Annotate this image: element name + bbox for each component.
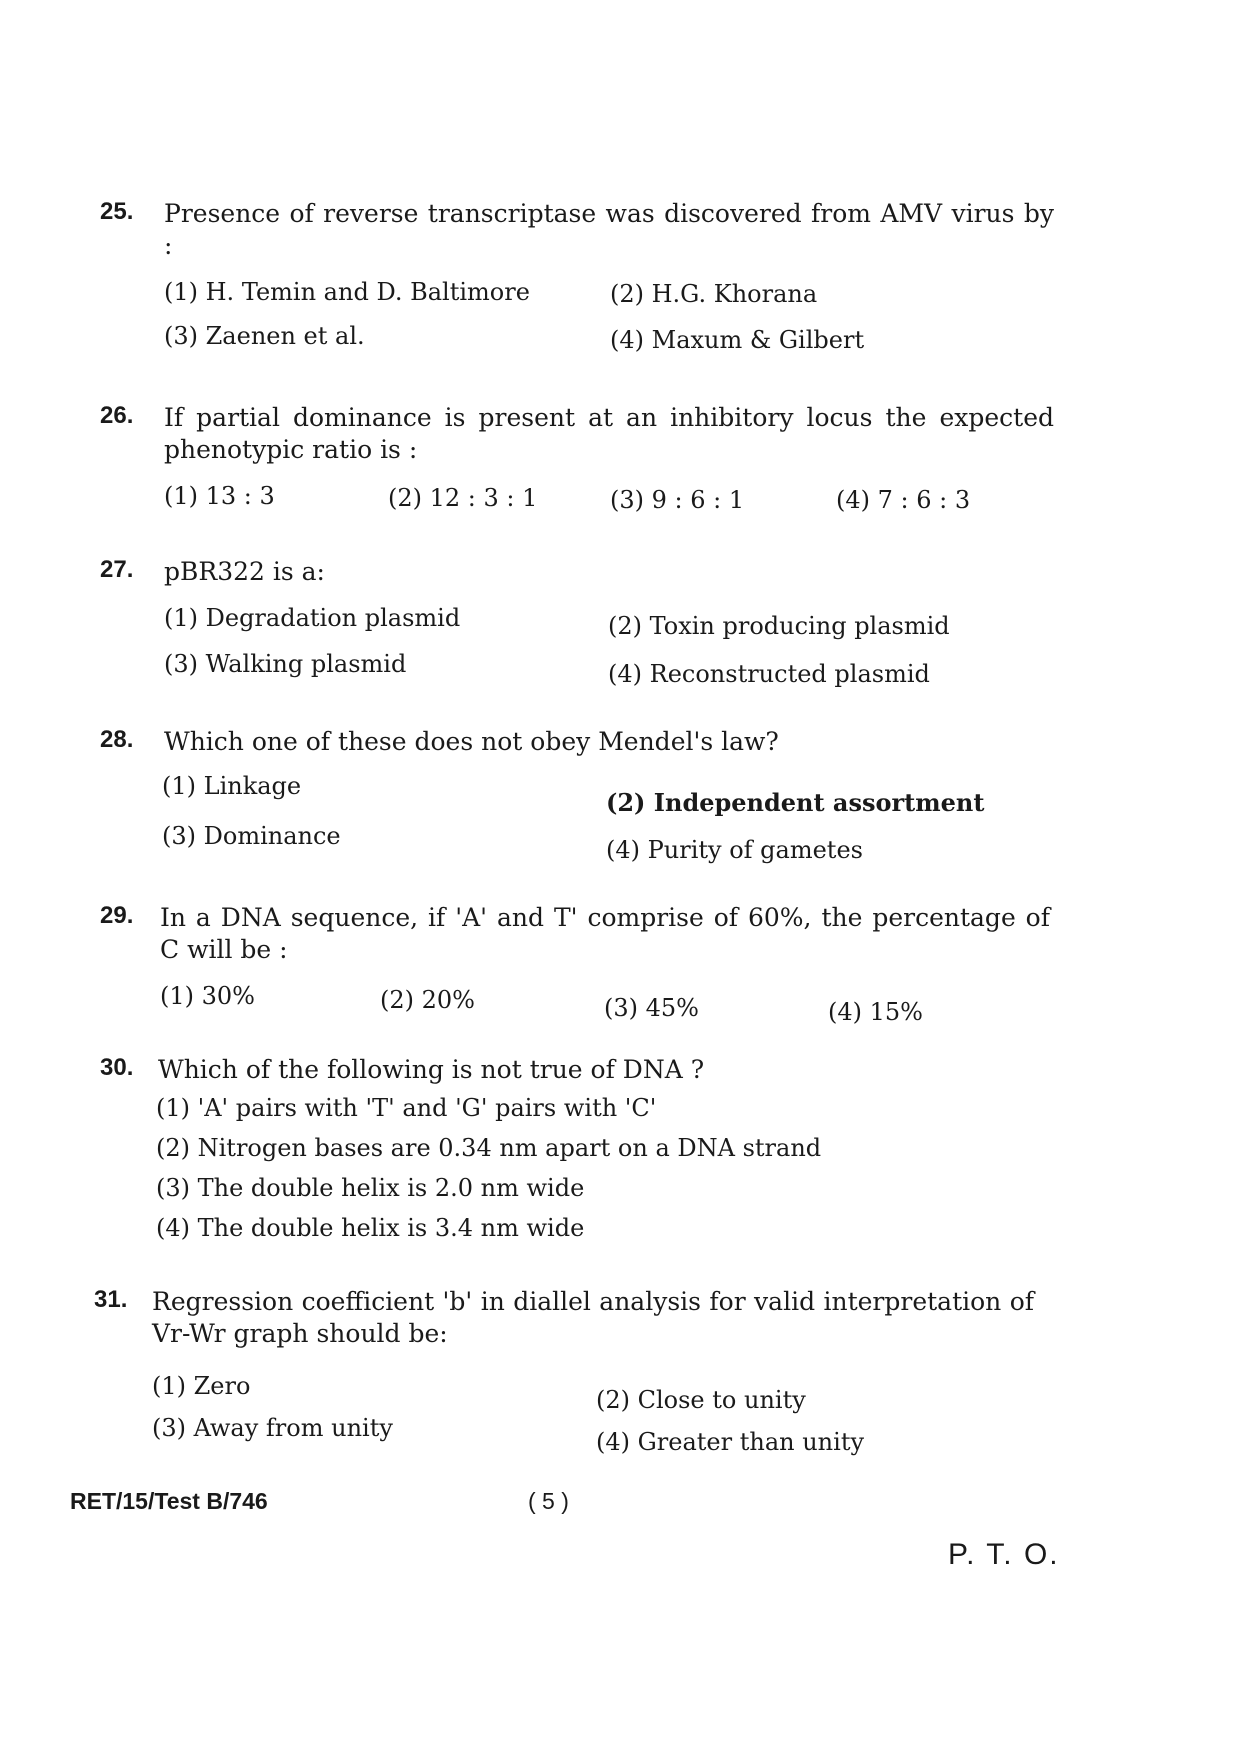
question-number: 28. <box>100 726 134 753</box>
question-text: Which of the following is not true of DNA ? <box>158 1055 705 1084</box>
please-turn-over: P. T. O. <box>948 1538 1060 1571</box>
question-number: 29. <box>100 902 134 929</box>
option-3: (3) Away from unity <box>152 1414 393 1442</box>
question-text: Which one of these does not obey Mendel's law? <box>164 727 779 756</box>
option-4: (4) Greater than unity <box>596 1428 865 1456</box>
question-number: 25. <box>100 198 134 225</box>
question-number: 27. <box>100 556 134 583</box>
option-3: (3) 9 : 6 : 1 <box>610 486 745 514</box>
question-text: Presence of reverse transcriptase was discovered from AMV virus by : <box>164 199 1054 260</box>
test-code: RET/15/Test B/746 <box>70 1488 268 1514</box>
option-4: (4) Reconstructed plasmid <box>608 660 930 688</box>
option-1: (1) H. Temin and D. Baltimore <box>164 278 530 306</box>
option-4: (4) Maxum & Gilbert <box>610 326 865 354</box>
option-2: (2) 12 : 3 : 1 <box>388 484 538 512</box>
page-number: ( 5 ) <box>528 1488 569 1514</box>
option-4: (4) 15% <box>828 998 923 1026</box>
option-4: (4) Purity of gametes <box>606 836 863 864</box>
option-1: (1) Degradation plasmid <box>164 604 461 632</box>
option-1: (1) 13 : 3 <box>164 482 275 510</box>
option-2: (2) Toxin producing plasmid <box>608 612 950 640</box>
option-2: (2) Nitrogen bases are 0.34 nm apart on a DNA strand <box>156 1134 822 1162</box>
option-3: (3) Zaenen et al. <box>164 322 365 350</box>
option-4: (4) 7 : 6 : 3 <box>836 486 971 514</box>
option-4: (4) The double helix is 3.4 nm wide <box>156 1214 585 1242</box>
option-1: (1) 30% <box>160 982 255 1010</box>
option-3: (3) The double helix is 2.0 nm wide <box>156 1174 585 1202</box>
question-text: Regression coefficient 'b' in diallel analysis for valid interpretation of Vr-Wr graph should be: <box>152 1287 1034 1348</box>
option-2: (2) H.G. Khorana <box>610 280 818 308</box>
question-number: 26. <box>100 402 134 429</box>
question-text: If partial dominance is present at an inhibitory locus the expected phenotypic ratio is : <box>164 403 1054 464</box>
option-1: (1) 'A' pairs with 'T' and 'G' pairs with 'C' <box>156 1094 657 1122</box>
option-2: (2) Independent assortment <box>606 788 985 817</box>
option-2: (2) 20% <box>380 986 475 1014</box>
question-number: 31. <box>94 1286 128 1313</box>
question-text: In a DNA sequence, if 'A' and T' comprise of 60%, the percentage of C will be : <box>160 903 1050 964</box>
option-3: (3) Walking plasmid <box>164 650 407 678</box>
option-3: (3) 45% <box>604 994 699 1022</box>
option-2: (2) Close to unity <box>596 1386 806 1414</box>
option-1: (1) Linkage <box>162 772 302 800</box>
question-text: pBR322 is a: <box>164 557 325 586</box>
option-1: (1) Zero <box>152 1372 251 1400</box>
option-3: (3) Dominance <box>162 822 341 850</box>
question-number: 30. <box>100 1054 134 1081</box>
